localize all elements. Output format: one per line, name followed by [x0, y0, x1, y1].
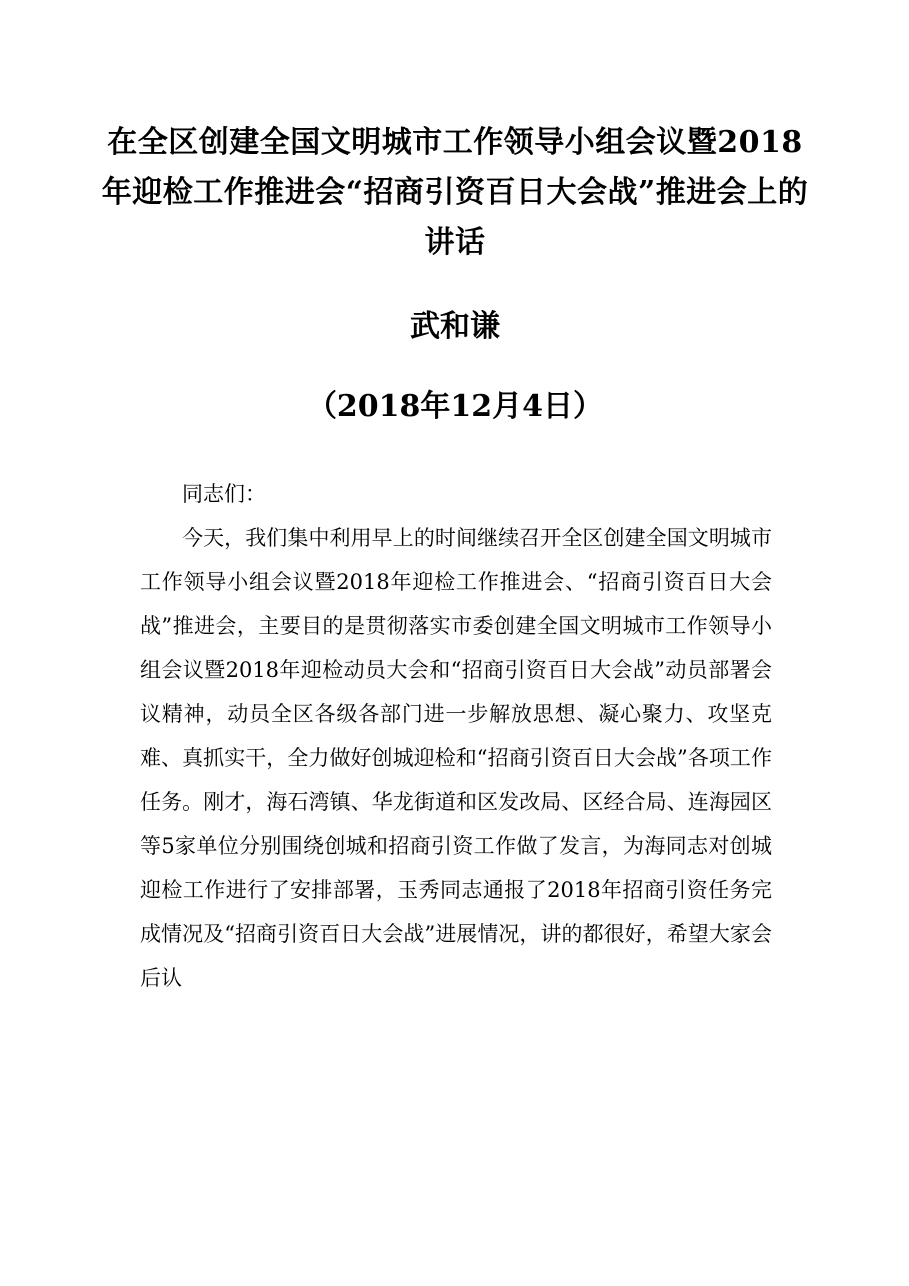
salutation: 同志们： — [182, 482, 266, 506]
document-body — [140, 472, 772, 1000]
author-name: 武和谦 — [410, 309, 500, 344]
speech-date: （2018年12月4日） — [306, 389, 604, 424]
document-title: 在全区创建全国文明城市工作领导小组会议暨2018年迎检工作推进会“招商引资百日大会战”推进会上的讲话 — [101, 125, 809, 260]
body-paragraph: 今天，我们集中利用早上的时间继续召开全区创建全国文明城市工作领导小组会议暨2018年迎检工作推进会、“招商引资百日大会战”推进会，主要目的是贯彻落实市委创建全国文明城市工作领导小组会议暨2018年迎检动员大会和“招商引资百日大会战”动员部署会议精神，动员全区各级各部门进一步解放思想、凝心聚力、攻坚克难、真抓实干，全力做好创城迎检和“招商引资百日大会战”各项工作任务。刚才，海石湾镇、华龙街道和区发改局、区经合局、连海园区等5家单位分别围绕创城和招商引资工作做了发言，为海同志对创城迎检工作进行了安排部署，玉秀同志通报了2018年招商引资任务完成情况及“招商引资百日大会战”进展情况，讲的都很好，希望大家会后认 — [140, 526, 772, 990]
